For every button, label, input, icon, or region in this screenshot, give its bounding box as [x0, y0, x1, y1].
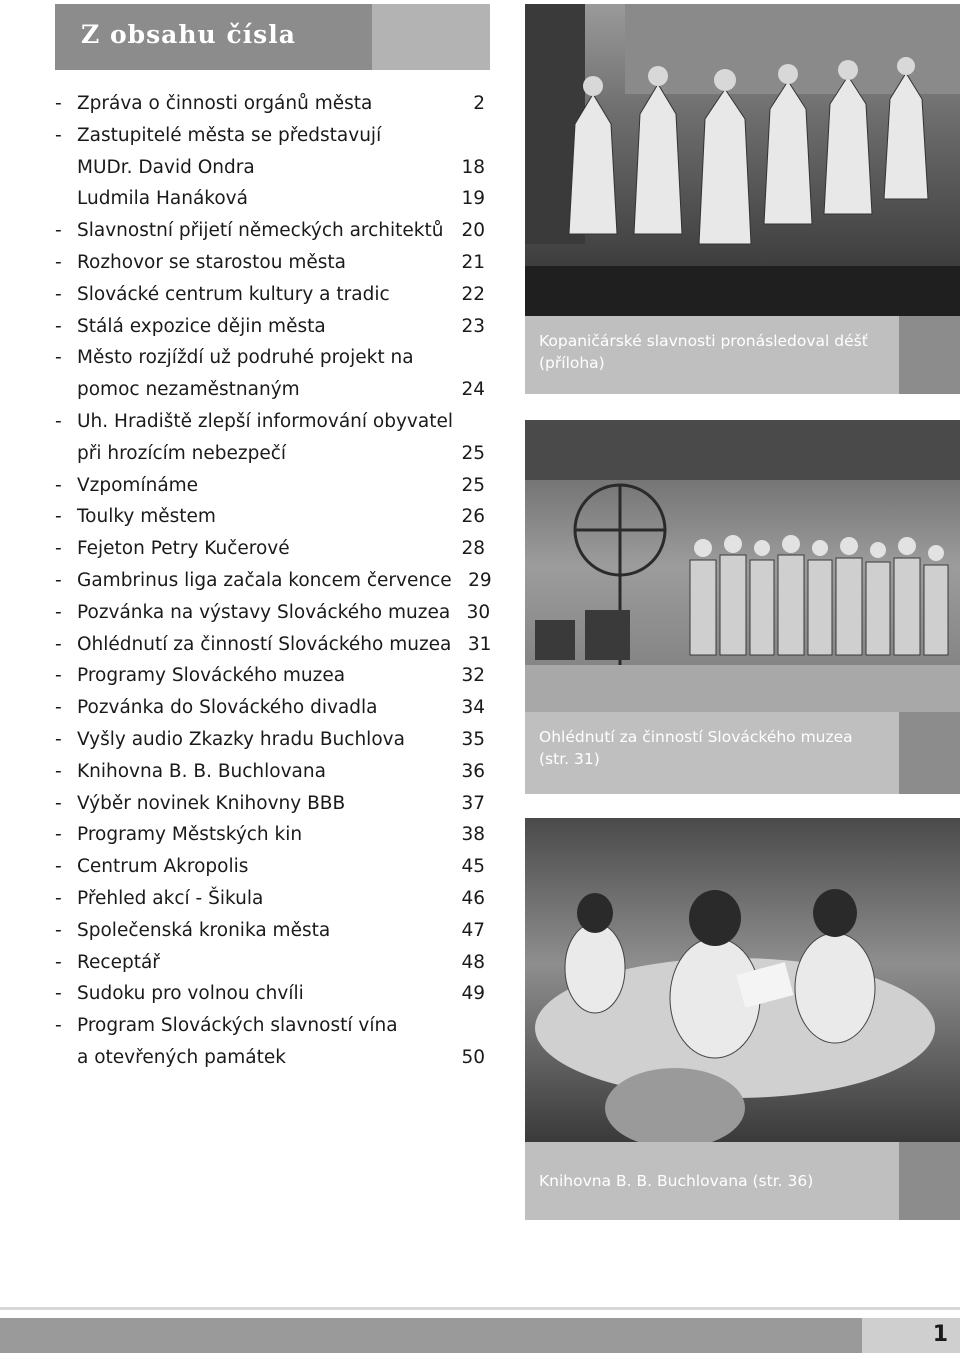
toc-entry-title: Programy Městských kin — [77, 824, 303, 846]
toc-entry-title: Stálá expozice dějin města — [77, 315, 326, 337]
toc-entry-page: 24 — [461, 379, 485, 401]
toc-entry-bullet: - — [55, 538, 62, 560]
toc-entry — [55, 756, 485, 788]
toc-entry-bullet: - — [55, 347, 62, 369]
toc-entry-bullet: - — [55, 283, 62, 305]
toc-entry-bullet: - — [55, 569, 62, 591]
toc-entry-page: 50 — [461, 1046, 485, 1068]
toc-entry-bullet: - — [55, 93, 62, 114]
toc-entry-title: MUDr. David Ondra — [77, 156, 255, 178]
toc-entry-title: při hrozícím nebezpečí — [77, 442, 287, 464]
toc-entry-title: Receptář — [77, 951, 160, 973]
toc-entry-title: Uh. Hradiště zlepší informování obyvatel — [77, 410, 453, 432]
toc-entry-page: 25 — [461, 442, 485, 464]
toc-entry — [55, 311, 485, 343]
toc-entry-page: 36 — [461, 760, 485, 782]
toc-entry — [55, 120, 485, 152]
toc-entry-page: 38 — [461, 824, 485, 846]
toc-entry-title: Zastupitelé města se představují — [77, 124, 382, 146]
toc-entry-bullet: - — [55, 665, 62, 687]
toc-entry-title: Výběr novinek Knihovny BBB — [77, 792, 346, 814]
toc-entry-page: 29 — [468, 569, 492, 591]
photo-museum-group — [525, 420, 960, 712]
caption-tab-3 — [899, 1142, 960, 1220]
toc-entry — [55, 374, 485, 406]
toc-entry-page: 47 — [461, 919, 485, 941]
toc-entry — [55, 660, 485, 692]
caption-tab-2 — [899, 712, 960, 794]
toc-entry — [55, 915, 485, 947]
toc-entry — [55, 501, 485, 533]
toc-entry — [55, 279, 485, 311]
toc-entry-title: pomoc nezaměstnaným — [77, 379, 300, 401]
toc-entry-page: 20 — [461, 220, 485, 242]
toc-entry — [55, 152, 485, 184]
toc-entry-page: 31 — [467, 633, 492, 655]
footer-divider — [0, 1307, 960, 1310]
toc-entry-bullet: - — [55, 919, 62, 941]
toc-entry-title: Centrum Akropolis — [77, 856, 249, 878]
toc-entry-bullet: - — [55, 220, 62, 242]
toc-entry-title: Společenská kronika města — [77, 919, 331, 941]
toc-entry-page: 30 — [466, 601, 491, 623]
toc-entry-bullet: - — [55, 124, 62, 146]
photo-caption-2: Ohlédnutí za činností Slováckého muzea (str. 31) — [525, 712, 899, 794]
toc-entry-page: 49 — [461, 983, 485, 1005]
photo-folk-dancers — [525, 4, 960, 316]
toc-entry — [55, 533, 485, 565]
toc-entry-title: Město rozjíždí už podruhé projekt na — [77, 347, 414, 369]
toc-entry-bullet: - — [55, 697, 62, 719]
toc-entry-bullet: - — [55, 824, 62, 846]
toc-entry-page: 28 — [461, 538, 485, 560]
toc-entry-bullet: - — [55, 951, 62, 973]
toc-entry — [55, 978, 485, 1010]
toc-entry-bullet: - — [55, 251, 62, 273]
toc-entry — [55, 819, 485, 851]
caption-tab-1 — [899, 316, 960, 394]
photo-caption-1: Kopaničárské slavnosti pronásledoval déšť (příloha) — [525, 316, 899, 394]
toc-entry-bullet: - — [55, 601, 62, 623]
toc-entry — [55, 692, 485, 724]
toc-entry — [55, 247, 485, 279]
header-accent-block — [372, 4, 490, 70]
toc-entry-title: Přehled akcí - Šikula — [77, 887, 264, 909]
page-title: Z obsahu čísla — [81, 20, 296, 49]
toc-entry-bullet: - — [55, 887, 62, 909]
toc-entry — [55, 1010, 485, 1042]
photo-library-reading — [525, 818, 960, 1142]
toc-entry-title: Zpráva o činnosti orgánů města — [77, 93, 373, 114]
toc-entry-bullet: - — [55, 760, 62, 782]
toc-entry-bullet: - — [55, 792, 62, 814]
toc-entry-page: 22 — [461, 283, 485, 305]
toc-entry-page: 26 — [461, 506, 485, 528]
toc-entry-page: 34 — [461, 697, 485, 719]
toc-entry — [55, 947, 485, 979]
toc-entry — [55, 438, 485, 470]
toc-entry-title: Slovácké centrum kultury a tradic — [77, 283, 390, 305]
toc-entry-title: Pozvánka na výstavy Slováckého muzea — [77, 601, 451, 623]
toc-entry-bullet: - — [55, 856, 62, 878]
toc-entry-bullet: - — [55, 633, 62, 655]
toc-entry — [55, 183, 485, 215]
toc-entry-page: 19 — [461, 188, 485, 210]
toc-entry — [55, 851, 485, 883]
toc-entry-title: Gambrinus liga začala koncem července — [77, 569, 452, 591]
footer-bar — [0, 1318, 862, 1353]
toc-entry — [55, 883, 485, 915]
toc-entry-bullet: - — [55, 506, 62, 528]
toc-entry-page: 35 — [461, 728, 485, 750]
toc-entry-title: Programy Slováckého muzea — [77, 665, 346, 687]
table-of-contents — [55, 88, 492, 1074]
toc-entry — [55, 724, 485, 756]
toc-entry-title: Vyšly audio Zkazky hradu Buchlova — [77, 728, 405, 750]
toc-entry-bullet: - — [55, 410, 62, 432]
toc-entry-page: 18 — [461, 156, 485, 178]
toc-entry-page: 46 — [461, 887, 485, 909]
toc-entry-page: 2 — [473, 93, 485, 114]
toc-entry-page: 21 — [461, 251, 485, 273]
toc-entry — [55, 565, 492, 597]
toc-entry-page: 32 — [461, 665, 485, 687]
toc-entry — [55, 788, 485, 820]
toc-entry-bullet: - — [55, 315, 62, 337]
toc-entry-page: 37 — [461, 792, 485, 814]
toc-entry-title: Pozvánka do Slováckého divadla — [77, 697, 378, 719]
toc-entry — [55, 342, 485, 374]
toc-entry — [55, 406, 485, 438]
toc-entry-title: Program Slováckých slavností vína — [77, 1015, 398, 1037]
toc-entry — [55, 470, 485, 502]
toc-entry — [55, 1042, 485, 1074]
toc-entry-title: Sudoku pro volnou chvíli — [77, 983, 304, 1005]
toc-entry-page: 48 — [461, 951, 485, 973]
toc-entry-bullet: - — [55, 474, 62, 496]
toc-entry-bullet: - — [55, 1015, 62, 1037]
toc-entry — [55, 629, 492, 661]
page-number: 1 — [932, 1322, 948, 1347]
toc-entry — [55, 215, 485, 247]
toc-entry — [55, 597, 491, 629]
photo-caption-3: Knihovna B. B. Buchlovana (str. 36) — [525, 1142, 899, 1220]
toc-entry-title: Rozhovor se starostou města — [77, 251, 346, 273]
toc-entry-title: Toulky městem — [77, 506, 216, 528]
toc-entry-page: 23 — [461, 315, 485, 337]
toc-entry-page: 45 — [461, 856, 485, 878]
toc-entry — [55, 88, 485, 120]
toc-entry-title: a otevřených památek — [77, 1046, 286, 1068]
section-header — [55, 4, 490, 70]
toc-entry-bullet: - — [55, 728, 62, 750]
toc-entry-title: Ludmila Hanáková — [77, 188, 248, 210]
toc-entry-page: 25 — [461, 474, 485, 496]
toc-entry-bullet: - — [55, 983, 62, 1005]
toc-entry-title: Slavnostní přijetí německých architektů — [77, 220, 444, 242]
toc-entry-title: Ohlédnutí za činností Slováckého muzea — [77, 633, 452, 655]
toc-entry-title: Knihovna B. B. Buchlovana — [77, 760, 326, 782]
toc-entry-title: Fejeton Petry Kučerové — [77, 538, 290, 560]
toc-entry-title: Vzpomínáme — [77, 474, 199, 496]
